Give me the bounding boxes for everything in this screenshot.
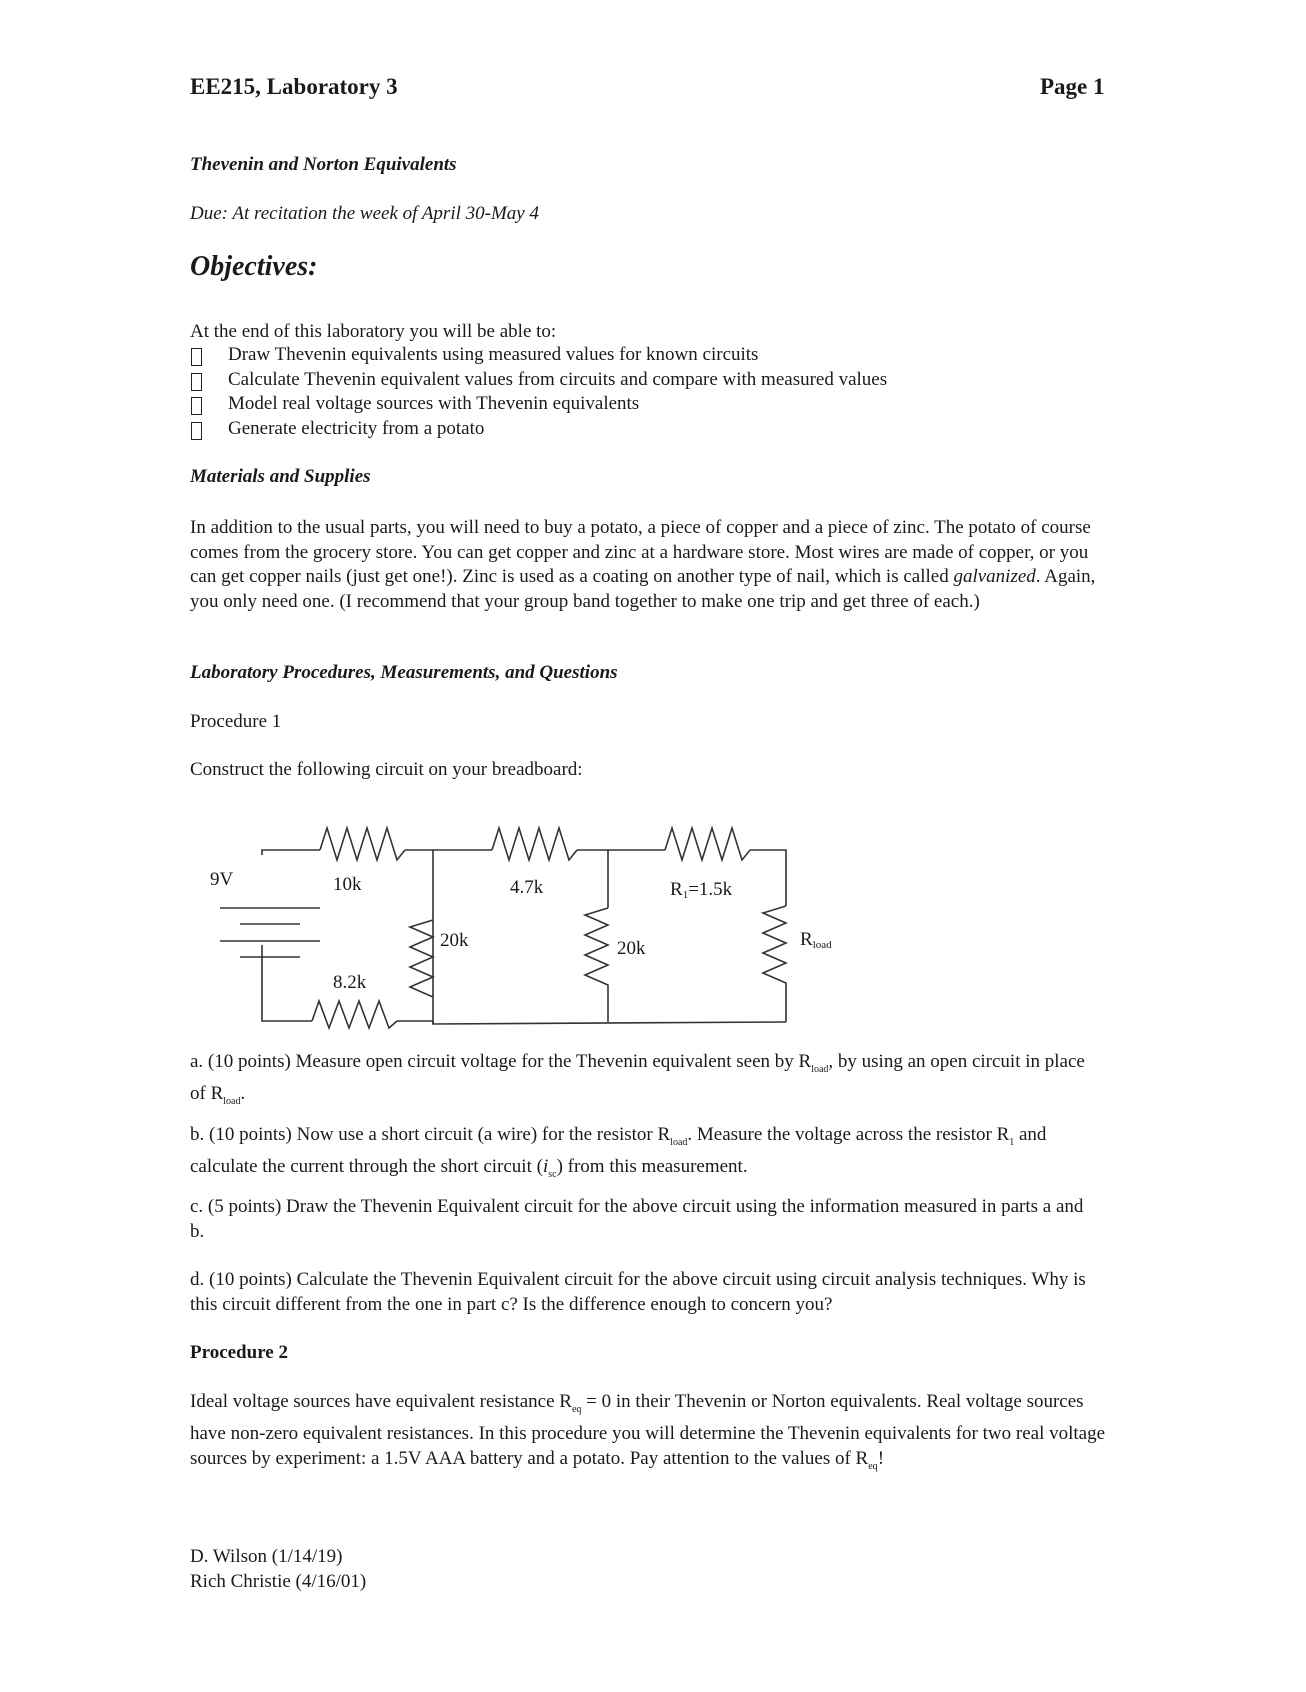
label-9v: 9V [210, 869, 234, 890]
procedure1-heading: Procedure 1 [190, 711, 282, 732]
question-b: b. (10 points) Now use a short circuit (a wire) for the resistor $R_{load}$. Measure the voltage across the resistor $R_1$ and calculate the current through the short circuit $(i_{sc})$ from this measurement. [190, 1124, 1047, 1181]
top-wire [262, 850, 320, 855]
label-10k: 10k [333, 874, 362, 895]
resistor-r1 [665, 828, 750, 860]
due-date: Due: At recitation the week of April 30-May 4 [190, 203, 539, 224]
procedure1-intro: Construct the following circuit on your breadboard: [190, 759, 583, 780]
footer-author-1: D. Wilson (1/14/19) [190, 1546, 343, 1567]
label-rload: Rload [800, 929, 832, 951]
resistor-4.7k [492, 828, 577, 860]
question-c: c. (5 points) Draw the Thevenin Equivalent circuit for the above circuit using the information measured in parts a and b. [190, 1196, 1084, 1242]
question-a: a. (10 points) Measure open circuit voltage for the Thevenin equivalent seen by $R_{load}$, by using an open circuit in place of $R_{load}$. [190, 1051, 1085, 1108]
resistor-20k-b [585, 908, 608, 1022]
label-20k-a: 20k [440, 930, 469, 951]
label-4.7k: 4.7k [510, 877, 544, 898]
objective-item: Draw Thevenin equivalents using measured values for known circuits [190, 344, 887, 369]
lab-title: Thevenin and Norton Equivalents [190, 154, 457, 175]
procedures-heading: Laboratory Procedures, Measurements, and Questions [190, 662, 618, 683]
resistor-rload [763, 906, 786, 1022]
page-number: Page 1 [1040, 74, 1105, 99]
wire [397, 1021, 786, 1024]
question-d: d. (10 points) Calculate the Thevenin Equivalent circuit for the above circuit using circuit analysis techniques. Why is this circuit different from the one in part c? Is the difference enough to concern you? [190, 1269, 1086, 1315]
materials-heading: Materials and Supplies [190, 466, 371, 487]
resistor-8.2k [312, 1001, 397, 1028]
materials-paragraph: In addition to the usual parts, you will need to buy a potato, a piece of copper and a piece of zinc. The potato of course comes from the grocery store. You can get copper and zinc at a hardware store. Most wires are made of copper, or you can get copper nails (just get one!). Zinc is used as a coating on another type of nail, which is called galvanized. Again, you only need one. (I recommend that your group band together to make one trip and get three of each.) [190, 517, 1096, 612]
footer-author-2: Rich Christie (4/16/01) [190, 1571, 367, 1592]
objectives-intro: At the end of this laboratory you will be able to: [190, 321, 557, 342]
objectives-heading: Objectives: [190, 251, 318, 282]
procedure2-heading: Procedure 2 [190, 1342, 288, 1363]
resistor-10k [320, 828, 405, 860]
wire [750, 850, 786, 906]
label-8.2k: 8.2k [333, 972, 367, 993]
resistor-20k-a [410, 920, 433, 997]
objective-item: Calculate Thevenin equivalent values from circuits and compare with measured values [190, 369, 887, 394]
course-title: EE215, Laboratory 3 [190, 74, 398, 99]
procedure2-paragraph: Ideal voltage sources have equivalent resistance $R_{eq} = 0$ in their Thevenin or Norton equivalents. Real voltage sources have non-zero equivalent resistances. In this procedure you will determine the Thevenin equivalents for two real voltage sources by experiment: a 1.5V AAA battery and a potato. Pay attention to the values of $R_{eq}$! [190, 1391, 1106, 1472]
label-r1: R1=1.5k [670, 879, 733, 901]
label-20k-b: 20k [617, 938, 646, 959]
objective-item: Generate electricity from a potato [190, 418, 887, 443]
objective-item: Model real voltage sources with Thevenin equivalents [190, 393, 887, 418]
wire [405, 850, 433, 1024]
